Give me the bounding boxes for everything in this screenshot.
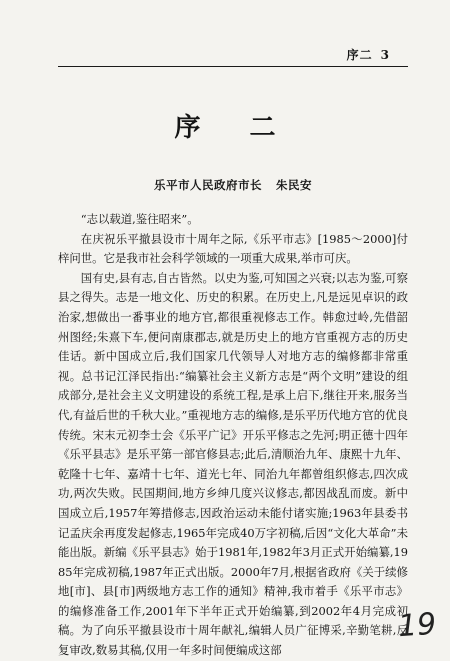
body-text	[58, 210, 408, 661]
header-section-title: 序二	[346, 48, 373, 62]
handwritten-page-number: 19	[396, 606, 438, 645]
running-header	[347, 46, 390, 63]
author-name: 朱民安	[276, 178, 312, 192]
page-title: 序 二	[174, 113, 296, 143]
paragraph-epigraph: “志以载道,鉴往昭来”。	[80, 212, 199, 226]
paragraph-intro: 在庆祝乐平撤县设市十周年之际,《乐平市志》[1985～2000]付梓问世。它是我市社会科学领域的一项重大成果,举市可庆。	[58, 231, 408, 266]
header-page-number: 3	[380, 48, 390, 62]
paragraph-history: 国有史,县有志,自古皆然。以史为鉴,可知国之兴衰;以志为鉴,可察县之得失。志是一地文化、历史的积累。在历史上,凡是远见卓识的政治家,想做出一番事业的地方官,都很重视修志工作。韩愈过岭,先借韶州图经;朱熹下车,便问南康郡志,就是历史上的地方官重视方志的历史佳话。新中国成立后,我们国家几代领导人对地方志的编修都非常重视。总书记江泽民指出:“编纂社会主义新方志是“两个文明”建设的组成部分,是社会主义文明建设的系统工程,是承上启下,继往开来,服务当代,有益后世的千秋大业。”重视地方志的编修,是乐平历代地方官的优良传统。宋末元初李士会《乐平广记》开乐平修志之先河;明正德十四年《乐平县志》是乐平第一部官修县志;此后,清顺治九年、康熙十九年、乾隆十七年、嘉靖十七年、道光七年、同治九年都曾组织修志,四次成功,两次失败。民国期间,地方乡绅几度兴议修志,都因战乱而废。新中国成立后,1957年筹措修志,因政治运动未能付诸实施;1963年县委书记孟庆余再度发起修志,1965年完成40万字初稿,后因“文化大革命”未能出版。新编《乐平县志》始于1981年,1982年3月正式开始编纂,1985年完成初稿,1987年正式出版。2000年7月,根据省政府《关于续修地[市]、县[市]两级地方志工作的通知》精神,我市着手《乐平市志》的编修准备工作,2001年下半年正式开始编纂,到2002年4月完成初稿。为了向乐平撤县设市十周年献礼,编辑人员广征博采,辛勤笔耕,反复审改,数易其稿,仅用一年多时间便编成这部	[58, 270, 408, 658]
header-rule	[58, 66, 408, 67]
author-role: 乐平市人民政府市长	[154, 178, 262, 192]
author-line	[58, 177, 408, 193]
